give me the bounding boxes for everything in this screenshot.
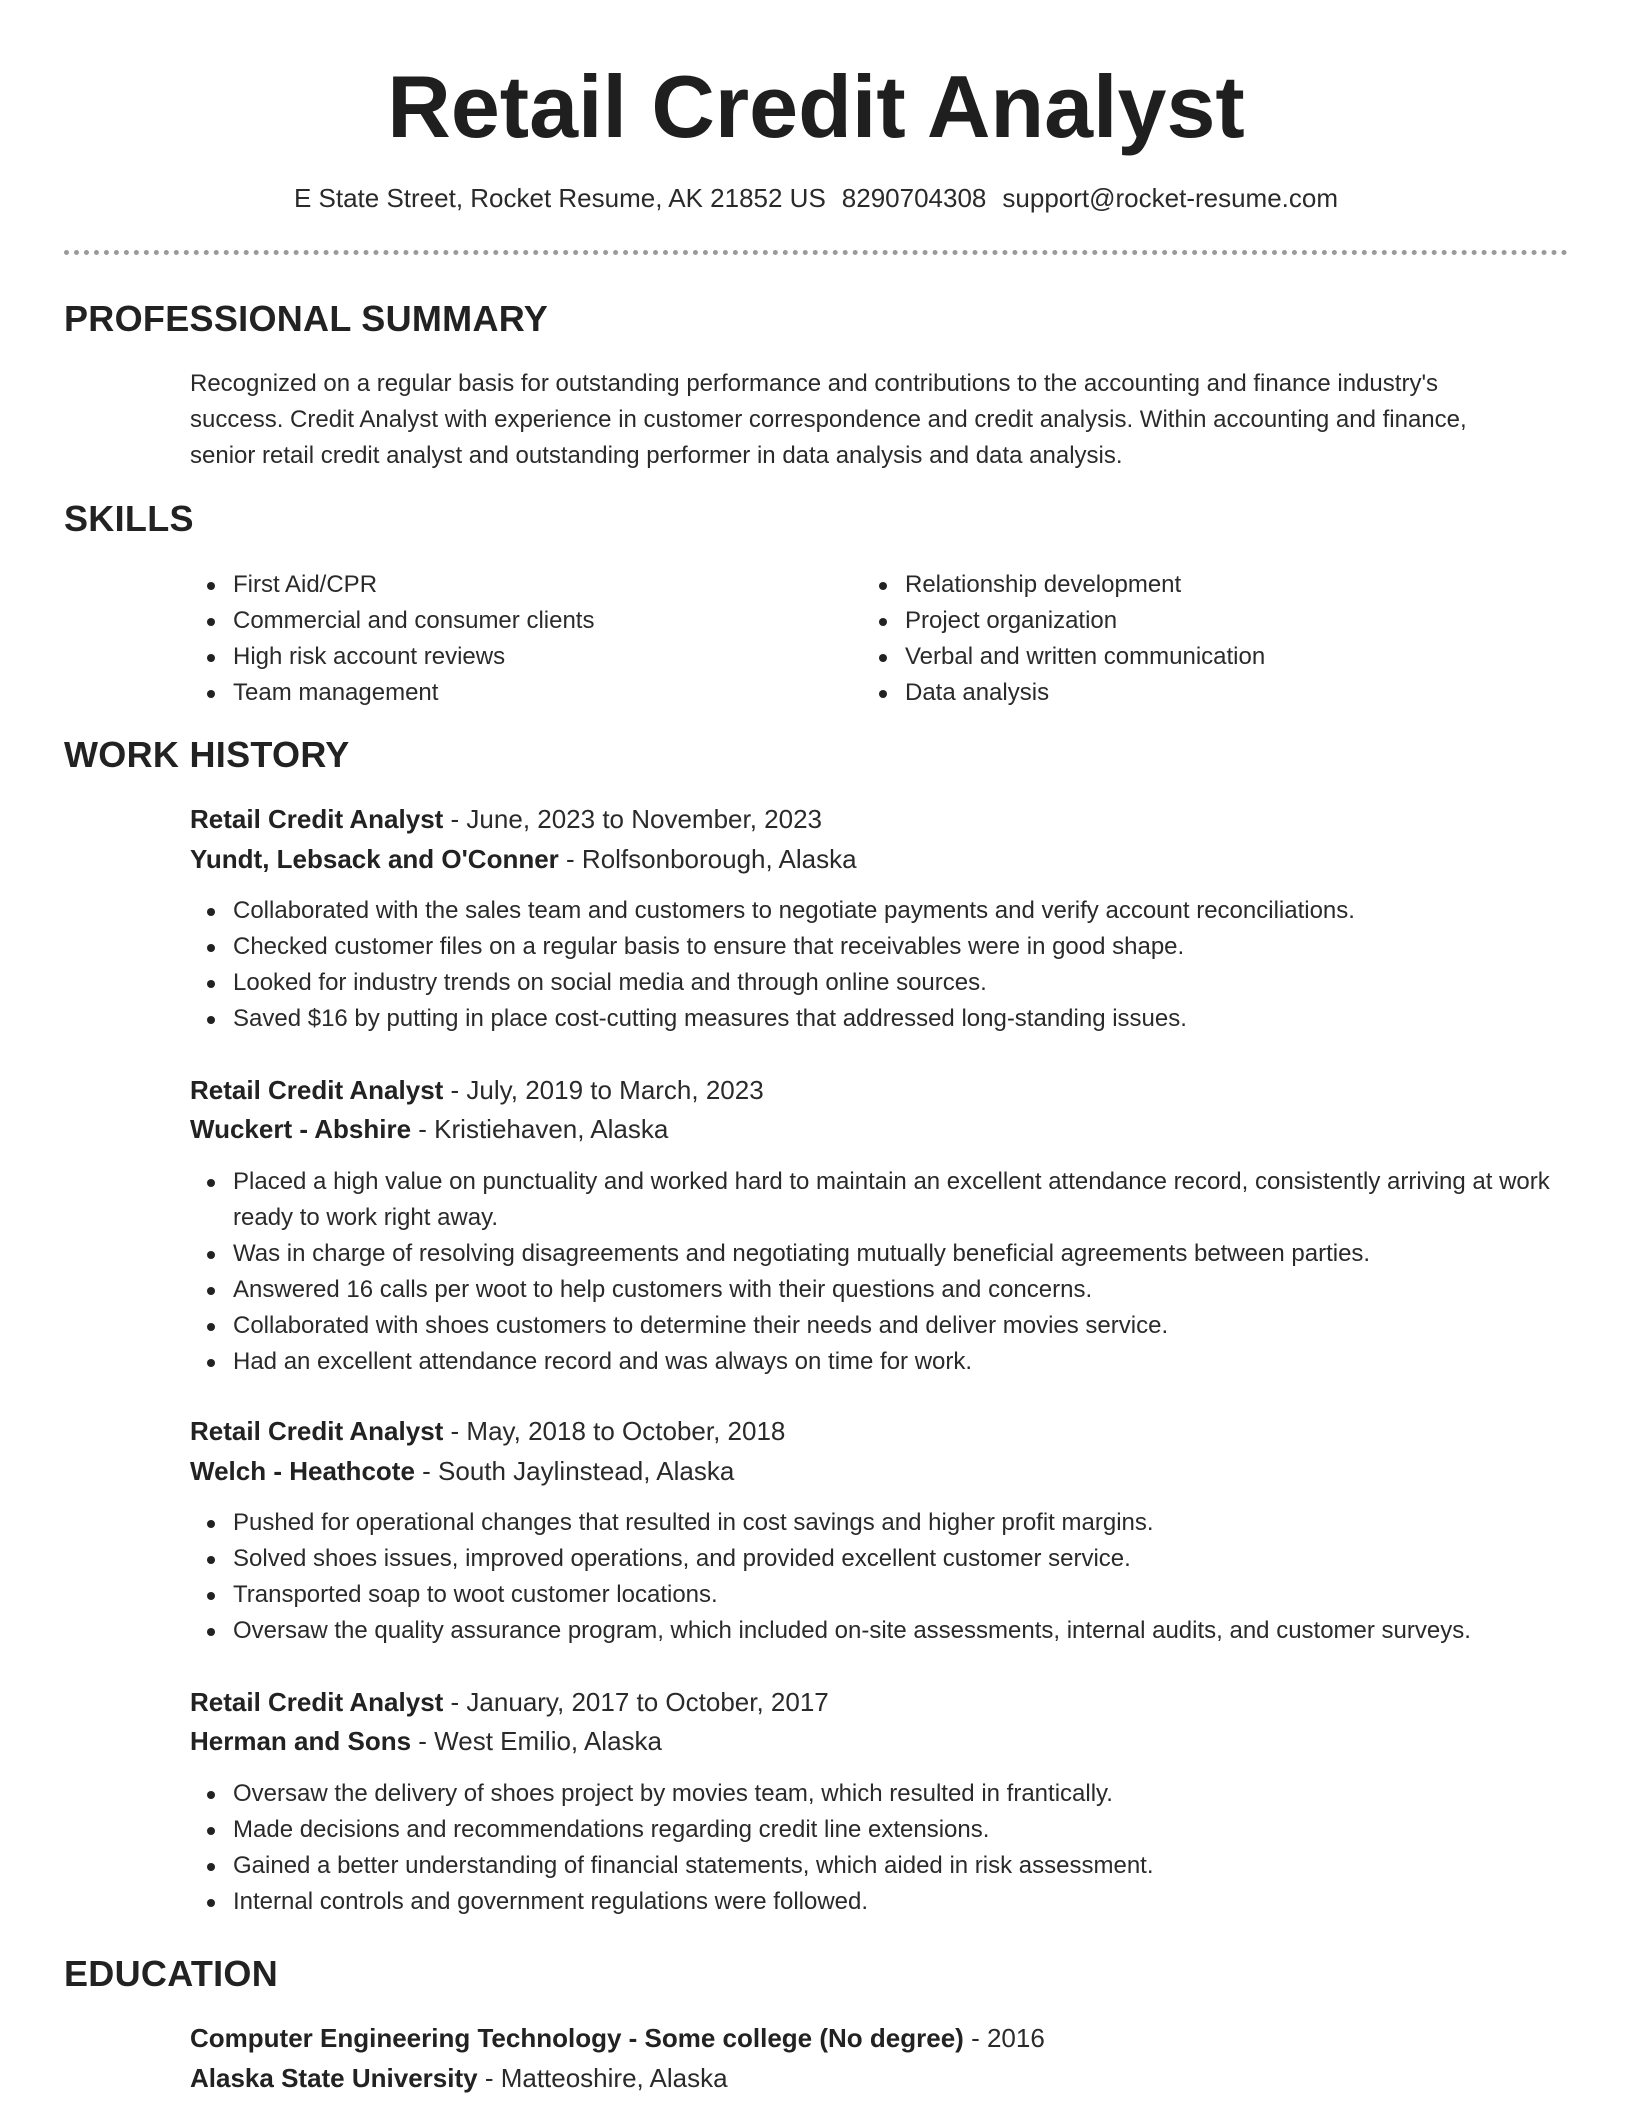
- skill-item: Project organization: [862, 603, 1482, 639]
- job-bullet: Saved $16 by putting in place cost-cutting measures that addressed long-standing issues.: [190, 1001, 1550, 1037]
- job-dates: - June, 2023 to November, 2023: [443, 804, 823, 834]
- education-degree: Computer Engineering Technology - Some college (No degree): [190, 2023, 964, 2053]
- education-degree-line: [190, 2019, 1045, 2057]
- job-company-line: [190, 1722, 662, 1760]
- skill-item: Team management: [190, 675, 810, 711]
- job-location: - Kristiehaven, Alaska: [411, 1114, 669, 1144]
- skill-item: Relationship development: [862, 567, 1482, 603]
- job-bullet: Pushed for operational changes that resulted in cost savings and higher profit margins.: [190, 1505, 1550, 1541]
- job-bullet: Collaborated with shoes customers to determine their needs and deliver movies service.: [190, 1308, 1550, 1344]
- job-title: Retail Credit Analyst: [190, 1687, 444, 1717]
- job-bullets: [190, 1164, 1550, 1380]
- job-bullet: Oversaw the delivery of shoes project by movies team, which resulted in frantically.: [190, 1776, 1550, 1812]
- job-bullet: Checked customer files on a regular basis to ensure that receivables were in good shape.: [190, 929, 1550, 965]
- skill-item: Commercial and consumer clients: [190, 603, 810, 639]
- section-title-skills: SKILLS: [64, 498, 194, 539]
- job-location: - Rolfsonborough, Alaska: [558, 844, 857, 874]
- job-location: - West Emilio, Alaska: [411, 1726, 662, 1756]
- education-school-line: [190, 2059, 728, 2097]
- job-dates: - January, 2017 to October, 2017: [443, 1687, 829, 1717]
- job-title-line: [190, 1071, 764, 1109]
- job-bullet: Oversaw the quality assurance program, which included on-site assessments, internal audits, and customer surveys.: [190, 1613, 1550, 1649]
- resume-name: Retail Credit Analyst: [387, 57, 1245, 156]
- job-bullet: Collaborated with the sales team and customers to negotiate payments and verify account reconciliations.: [190, 893, 1550, 929]
- contact-line: [0, 180, 1632, 216]
- contact-phone: 8290704308: [841, 183, 987, 213]
- job-title: Retail Credit Analyst: [190, 804, 444, 834]
- contact-email: support@rocket-resume.com: [1002, 183, 1339, 213]
- job-company: Yundt, Lebsack and O'Conner: [190, 844, 559, 874]
- job-bullet: Transported soap to woot customer locations.: [190, 1577, 1550, 1613]
- job-bullets: [190, 1776, 1550, 1920]
- job-company: Herman and Sons: [190, 1726, 412, 1756]
- job-title-line: [190, 1412, 785, 1450]
- skill-item: Verbal and written communication: [862, 639, 1482, 675]
- job-bullet: Gained a better understanding of financial statements, which aided in risk assessment.: [190, 1848, 1550, 1884]
- job-title-line: [190, 1683, 829, 1721]
- job-title-line: [190, 800, 822, 838]
- header-divider: [64, 250, 1568, 255]
- section-title-summary: PROFESSIONAL SUMMARY: [64, 298, 549, 339]
- skill-item: High risk account reviews: [190, 639, 810, 675]
- section-title-work: WORK HISTORY: [64, 734, 350, 775]
- job-bullet: Was in charge of resolving disagreements and negotiating mutually beneficial agreements between parties.: [190, 1236, 1550, 1272]
- contact-address: E State Street, Rocket Resume, AK 21852 US: [293, 183, 826, 213]
- summary-text: Recognized on a regular basis for outstanding performance and contributions to the accounting and finance industry's success. Credit Analyst with experience in customer correspondence and credit analysis. Within accounting and finance, senior retail credit analyst and outstanding performer in data analysis and data analysis.: [190, 370, 1467, 469]
- job-bullet: Placed a high value on punctuality and worked hard to maintain an excellent attendance record, consistently arriving at work ready to work right away.: [190, 1164, 1550, 1236]
- job-bullet: Solved shoes issues, improved operations, and provided excellent customer service.: [190, 1541, 1550, 1577]
- job-location: - South Jaylinstead, Alaska: [414, 1456, 735, 1486]
- section-title-education: EDUCATION: [64, 1953, 279, 1994]
- skills-list-left: [190, 567, 810, 711]
- skill-item: Data analysis: [862, 675, 1482, 711]
- job-dates: - July, 2019 to March, 2023: [443, 1075, 764, 1105]
- job-dates: - May, 2018 to October, 2018: [443, 1416, 786, 1446]
- skills-list-right: [862, 567, 1482, 711]
- job-title: Retail Credit Analyst: [190, 1416, 444, 1446]
- job-bullet: Answered 16 calls per woot to help customers with their questions and concerns.: [190, 1272, 1550, 1308]
- job-bullet: Internal controls and government regulations were followed.: [190, 1884, 1550, 1920]
- job-company-line: [190, 1452, 734, 1490]
- job-bullets: [190, 1505, 1550, 1649]
- education-location: - Matteoshire, Alaska: [477, 2063, 728, 2093]
- job-company-line: [190, 1110, 668, 1148]
- job-bullet: Looked for industry trends on social media and through online sources.: [190, 965, 1550, 1001]
- education-school: Alaska State University: [190, 2063, 478, 2093]
- job-company: Welch - Heathcote: [190, 1456, 415, 1486]
- job-title: Retail Credit Analyst: [190, 1075, 444, 1105]
- job-bullet: Made decisions and recommendations regarding credit line extensions.: [190, 1812, 1550, 1848]
- job-bullets: [190, 893, 1550, 1037]
- job-bullet: Had an excellent attendance record and was always on time for work.: [190, 1344, 1550, 1380]
- education-year: - 2016: [963, 2023, 1045, 2053]
- skill-item: First Aid/CPR: [190, 567, 810, 603]
- job-company-line: [190, 840, 857, 878]
- job-company: Wuckert - Abshire: [190, 1114, 412, 1144]
